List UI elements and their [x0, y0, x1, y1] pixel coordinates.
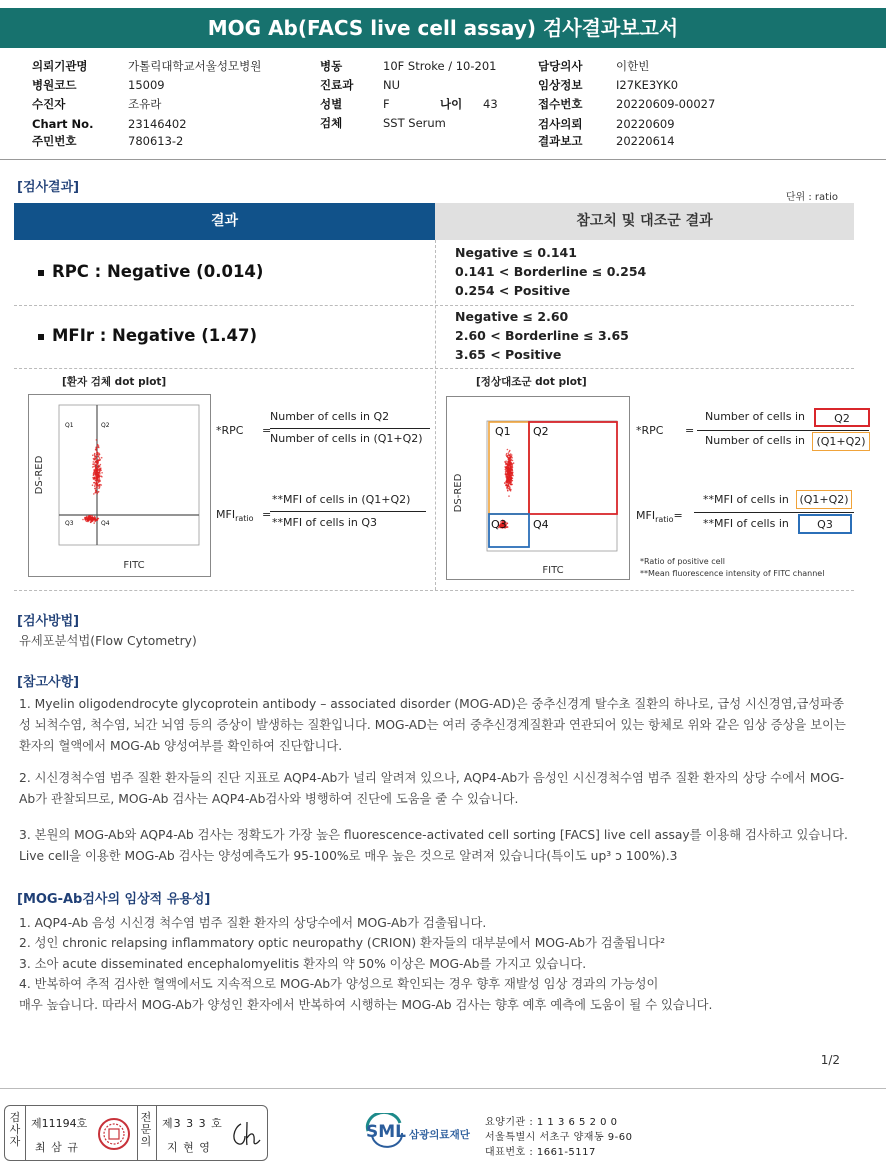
patient-dot — [96, 454, 98, 456]
patient-dot — [97, 479, 99, 481]
patient-dot-plot — [29, 395, 210, 576]
ref-rpc-line: 0.141 < Borderline ≤ 0.254 — [455, 264, 647, 279]
patient-dot — [92, 455, 94, 457]
control-dot — [507, 464, 509, 466]
patient-dot — [97, 446, 99, 448]
control-dot — [512, 475, 514, 477]
control-dot — [507, 466, 509, 468]
ref-mfir — [455, 307, 629, 364]
control-dot — [511, 466, 513, 468]
unit-label: 단위 : ratio — [785, 192, 838, 203]
vchar: 전 — [140, 1111, 152, 1124]
patient-dot — [93, 493, 95, 495]
control-dot — [506, 453, 508, 455]
patient-dot — [96, 484, 98, 486]
vchar: 검 — [9, 1111, 21, 1124]
control-dot — [506, 487, 508, 489]
patient-dot — [92, 477, 94, 479]
patient-mfi-label — [216, 508, 254, 523]
signature-box — [4, 1105, 268, 1161]
control-dot — [509, 459, 511, 461]
method-section-title: [검사방법] — [17, 614, 80, 629]
patient-plot-label: [환자 검체 dot plot] — [62, 376, 167, 388]
control-dot — [507, 472, 509, 474]
patient-dot — [96, 439, 98, 441]
patient-dot — [96, 483, 98, 485]
control-q2-box: Q2 — [814, 408, 870, 427]
patient-dot — [87, 520, 89, 522]
row-divider — [14, 305, 854, 306]
label-department: 진료과 — [320, 78, 354, 92]
control-dot — [506, 481, 508, 483]
control-dot — [505, 464, 507, 466]
label-requesting-org: 의뢰기관명 — [32, 59, 88, 73]
footer-divider — [0, 1088, 886, 1089]
control-dot — [505, 485, 507, 487]
value-resident-no: 780613-2 — [128, 134, 184, 148]
patient-dot — [94, 457, 96, 459]
patient-dot — [95, 465, 97, 467]
patient-dot — [99, 457, 101, 459]
value-receipt-no: 20220609-00027 — [616, 97, 716, 111]
control-dot — [505, 474, 507, 476]
fraction-line — [694, 512, 854, 513]
value-report-date: 20220614 — [616, 134, 675, 148]
patient-dot — [94, 484, 96, 486]
control-dot — [504, 482, 506, 484]
control-dot — [507, 478, 509, 480]
patient-dot — [95, 489, 97, 491]
bullet-icon — [38, 334, 44, 340]
patient-dot — [85, 517, 87, 519]
value-doctor: 이한빈 — [616, 59, 650, 73]
footnote-ratio: *Ratio of positive cell — [640, 557, 726, 566]
cell-line — [156, 1106, 157, 1160]
control-mfi-numerator: **MFI of cells in — [703, 493, 789, 506]
value-chart-no: 23146402 — [128, 117, 187, 131]
patient-dot — [95, 473, 97, 475]
label-age: 나이 — [440, 97, 463, 111]
sml-logo-text: SML — [366, 1122, 406, 1142]
patient-dot — [88, 516, 90, 518]
control-dot — [507, 474, 509, 476]
control-dot — [509, 479, 511, 481]
reference-paragraph-3: 3. 본원의 MOG-Ab와 AQP4-Ab 검사는 정확도가 가장 높은 fluorescence-activated cell sorting [FACS] live cell assay를 이용해 검사하고 있습니다. Live cell을 이용한 MOG-Ab 검사는 양성예측도가 95-100%로 매우 높은 것으로 알려져 있습니다(특이도 up³ ɔ 100%).3 — [19, 828, 848, 863]
patient-dot — [99, 470, 101, 472]
utility-item-1: 1. AQP4-Ab 음성 시신경 척수염 범주 질환 환자의 상당수에서 MOG-Ab가 검출됩니다. — [19, 916, 487, 930]
control-dot — [513, 462, 515, 464]
org-info-code: 요양기관 : 1 1 3 6 5 2 0 0 — [485, 1117, 618, 1128]
control-dot — [508, 452, 510, 454]
control-dot — [507, 484, 509, 486]
utility-item-2: 2. 성인 chronic relapsing inflammatory optic neuropathy (CRION) 환자들의 대부분에서 MOG-Ab가 검출됩니다² — [19, 936, 666, 950]
patient-dot — [92, 464, 94, 466]
equals-sign: = — [262, 424, 272, 437]
utility-item-4: 4. 반복하여 추적 검사한 혈액에서도 지속적으로 MOG-Ab가 양성으로 확인되는 경우 향후 재발성 임상 경과의 가능성이 — [19, 977, 659, 991]
examiner-license: 제11194호 — [31, 1117, 88, 1130]
patient-dot — [92, 484, 94, 486]
examiner-name: 최 삼 규 — [35, 1141, 79, 1154]
control-q1-label: Q1 — [495, 425, 511, 438]
utility-section-title: [MOG-Ab검사의 임상적 유용성] — [17, 892, 211, 907]
column-divider — [435, 240, 436, 590]
patient-dot — [101, 472, 103, 474]
control-dot — [511, 454, 513, 456]
vchar: 의 — [140, 1135, 152, 1148]
label-patient: 수진자 — [32, 97, 66, 111]
patient-dot — [96, 477, 98, 479]
results-section-title: [검사결과] — [17, 180, 80, 195]
patient-dot — [94, 482, 96, 484]
control-dot — [507, 526, 509, 528]
results-header-right: 참고치 및 대조군 결과 — [435, 203, 854, 240]
patient-mfi-numerator: **MFI of cells in (Q1+Q2) — [272, 493, 411, 506]
patient-dot — [87, 518, 89, 520]
patient-x-axis-label: FITC — [123, 560, 145, 571]
patient-dot — [98, 480, 100, 482]
control-dot — [508, 454, 510, 456]
control-dot — [507, 489, 509, 491]
patient-mfi-sub: ratio — [235, 514, 254, 524]
control-dot — [509, 450, 511, 452]
control-dot — [505, 460, 507, 462]
label-sex: 성별 — [320, 97, 343, 111]
result-mfir-text: MFIr : Negative (1.47) — [52, 326, 258, 345]
patient-dot — [95, 472, 97, 474]
patient-dot — [94, 454, 96, 456]
value-age: 43 — [483, 97, 498, 111]
patient-dot — [93, 522, 95, 524]
equals-sign: = — [262, 508, 272, 521]
control-dot — [507, 449, 509, 451]
control-dot — [508, 495, 510, 497]
control-rpc-label: *RPC — [636, 424, 664, 437]
patient-dot — [98, 481, 100, 483]
label-chart-no: Chart No. — [32, 117, 94, 131]
patient-q1-label: Q1 — [65, 422, 74, 429]
control-mfi-q3-box: Q3 — [798, 514, 852, 534]
signature-icon — [227, 1118, 263, 1150]
control-dot — [510, 484, 512, 486]
control-dot — [510, 474, 512, 476]
plot-divider — [14, 590, 854, 591]
results-header-left: 결과 — [14, 203, 435, 240]
fraction-line — [270, 511, 426, 512]
reviewer-license: 제3 3 3 호 — [162, 1117, 223, 1130]
result-mfir — [38, 326, 257, 345]
value-department: NU — [383, 78, 401, 92]
row-divider — [14, 368, 854, 369]
label-doctor: 담당의사 — [538, 59, 583, 73]
patient-plot-frame — [28, 394, 211, 577]
patient-dot — [96, 460, 98, 462]
patient-dot — [97, 519, 99, 521]
sml-logo — [364, 1113, 484, 1149]
value-sex: F — [383, 97, 390, 111]
utility-item-3: 3. 소아 acute disseminated encephalomyelitis 환자의 약 50% 이상은 MOG-Ab를 가지고 있습니다. — [19, 957, 587, 971]
patient-dot — [95, 448, 97, 450]
patient-q4-label: Q4 — [101, 520, 110, 527]
control-plot-frame — [446, 396, 630, 580]
control-mfi-denominator: **MFI of cells in — [703, 517, 789, 530]
control-mfi-q1q2-box: (Q1+Q2) — [796, 490, 852, 509]
reference-paragraph-1: 1. Myelin oligodendrocyte glycoprotein antibody – associated disorder (MOG-AD)은 중추신경계 탈수초 질환의 하나로, 급성 시신경염,급성파종성 뇌척수염, 척수염, 뇌간 뇌염 등의 증상이 발생하는 질환입니다. MOG-AD는 여러 중추신경계질환과 연관되어 있는 항체로 위와 같은 임상 증상을 보이는 환자의 혈액에서 MOG-Ab 양성여부를 확인하여 진단합니다. — [19, 697, 846, 753]
patient-dot — [97, 472, 99, 474]
control-dot — [508, 461, 510, 463]
patient-dot — [96, 447, 98, 449]
patient-dot — [94, 488, 96, 490]
control-q4-label: Q4 — [533, 518, 549, 531]
patient-mfi-denominator: **MFI of cells in Q3 — [272, 516, 377, 529]
bullet-icon — [38, 270, 44, 276]
control-dot — [509, 476, 511, 478]
patient-dot — [82, 519, 84, 521]
vchar: 문 — [140, 1123, 152, 1136]
patient-dot — [95, 466, 97, 468]
patient-dot — [98, 465, 100, 467]
patient-dot — [101, 457, 103, 459]
patient-rpc-numerator: Number of cells in Q2 — [270, 410, 390, 423]
patient-dot — [93, 461, 95, 463]
result-rpc-text: RPC : Negative (0.014) — [52, 262, 264, 281]
control-dot-plot — [447, 397, 629, 579]
label-clinical-info: 임상정보 — [538, 78, 583, 92]
header-divider — [0, 159, 886, 160]
patient-dot — [93, 466, 95, 468]
patient-dot — [97, 491, 99, 493]
label-hospital-code: 병원코드 — [32, 78, 77, 92]
label-receipt-no: 접수번호 — [538, 97, 583, 111]
value-request-date: 20220609 — [616, 117, 675, 131]
patient-dot — [100, 464, 102, 466]
control-q2-label: Q2 — [533, 425, 549, 438]
control-rpc-denominator: Number of cells in — [705, 434, 805, 447]
label-specimen: 검체 — [320, 116, 343, 130]
value-patient: 조유라 — [128, 97, 162, 111]
control-dot — [508, 482, 510, 484]
patient-dot — [101, 476, 103, 478]
equals-sign: = — [685, 424, 695, 437]
patient-mfi-text: MFI — [216, 508, 236, 521]
control-x-axis-label: FITC — [542, 565, 564, 576]
footnote-mfi: **Mean fluorescence intensity of FITC channel — [640, 569, 825, 578]
ref-rpc — [455, 243, 646, 300]
control-dot — [511, 469, 513, 471]
patient-dot — [91, 515, 93, 517]
ref-mfir-line: 2.60 < Borderline ≤ 3.65 — [455, 328, 629, 343]
patient-dot — [98, 477, 100, 479]
patient-y-axis-label: DS-RED — [34, 455, 45, 495]
control-mfi-text: MFI — [636, 509, 656, 522]
label-ward: 병동 — [320, 59, 343, 73]
result-rpc — [38, 262, 263, 281]
patient-dot — [94, 455, 96, 457]
patient-q3-label: Q3 — [65, 520, 74, 527]
utility-item-4-cont: 매우 높습니다. 따라서 MOG-Ab가 양성인 환자에서 반복하여 시행하는 MOG-Ab 검사는 향후 예후 예측에 도움이 될 수 있습니다. — [19, 998, 713, 1012]
patient-dot — [96, 487, 98, 489]
value-requesting-org: 가톨릭대학교서울성모병원 — [128, 59, 262, 73]
ref-rpc-line: Negative ≤ 0.141 — [455, 245, 577, 260]
patient-dot — [94, 470, 96, 472]
cell-line — [25, 1106, 26, 1160]
control-mfi-label: $MFI_{ratio}=$ — [636, 509, 683, 525]
value-specimen: SST Serum — [383, 116, 446, 130]
value-hospital-code: 15009 — [128, 78, 165, 92]
org-name: 삼광의료재단 — [409, 1129, 470, 1141]
fraction-line — [697, 430, 869, 431]
patient-dot — [95, 491, 97, 493]
patient-dot — [97, 475, 99, 477]
patient-dot — [96, 469, 98, 471]
control-plot-label: [정상대조군 dot plot] — [476, 376, 587, 388]
reference-paragraph-2: 2. 시신경척수염 범주 질환 환자들의 진단 지표로 AQP4-Ab가 널리 알려져 있으나, AQP4-Ab가 음성인 시신경척수염 범주 질환 환자의 상당 수에서 MOG-Ab가 관찰되므로, MOG-Ab 검사는 AQP4-Ab검사와 병행하여 진단에 도움을 줄 수 있습니다. — [19, 771, 845, 806]
method-text: 유세포분석법(Flow Cytometry) — [19, 634, 197, 648]
label-resident-no: 주민번호 — [32, 134, 77, 148]
control-dot — [505, 469, 507, 471]
reviewer-name: 지 현 영 — [167, 1141, 211, 1154]
label-report-date: 결과보고 — [538, 134, 583, 148]
reviewer-vertical-label — [139, 1112, 153, 1148]
patient-dot — [93, 518, 95, 520]
page-number: 1/2 — [820, 1053, 840, 1067]
seal-icon — [97, 1117, 131, 1151]
examiner-vertical-label — [8, 1112, 22, 1148]
patient-dot — [96, 493, 98, 495]
control-dot — [509, 458, 511, 460]
control-dot — [509, 488, 511, 490]
control-dot — [511, 464, 513, 466]
patient-dot — [93, 473, 95, 475]
control-dot — [508, 460, 510, 462]
patient-dot — [98, 488, 100, 490]
patient-dot — [96, 452, 98, 454]
control-y-axis-label: DS-RED — [453, 473, 464, 513]
patient-dot — [94, 479, 96, 481]
report-title: MOG Ab(FACS live cell assay) 검사결과보고서 — [0, 8, 886, 48]
vchar: 자 — [9, 1135, 21, 1148]
patient-dot — [93, 475, 95, 477]
label-request-date: 검사의뢰 — [538, 117, 583, 131]
control-q1q2-box: (Q1+Q2) — [812, 432, 870, 451]
vchar: 사 — [9, 1123, 21, 1136]
patient-dot — [98, 459, 100, 461]
org-info-phone: 대표번호 : 1661-5117 — [485, 1147, 596, 1158]
value-ward: 10F Stroke / 10-201 — [383, 59, 497, 73]
patient-dot — [94, 516, 96, 518]
patient-dot — [99, 468, 101, 470]
ref-mfir-line: 3.65 < Positive — [455, 347, 562, 362]
patient-rpc-denominator: Number of cells in (Q1+Q2) — [270, 432, 423, 445]
control-dot — [506, 480, 508, 482]
patient-dot — [89, 515, 91, 517]
fraction-line — [270, 428, 430, 429]
ref-mfir-line: Negative ≤ 2.60 — [455, 309, 569, 324]
patient-dot — [96, 457, 98, 459]
patient-q2-label: Q2 — [101, 422, 110, 429]
patient-rpc-label: *RPC — [216, 424, 244, 437]
control-dot — [509, 486, 511, 488]
value-clinical-info: I27KE3YK0 — [616, 78, 679, 92]
patient-plot-area — [59, 405, 199, 545]
control-mfi-sub: ratio — [655, 515, 674, 525]
patient-dot — [97, 462, 99, 464]
patient-dot — [98, 454, 100, 456]
control-dot — [511, 462, 513, 464]
ref-rpc-line: 0.254 < Positive — [455, 283, 571, 298]
patient-dot — [94, 459, 96, 461]
patient-dot — [94, 521, 96, 523]
control-rpc-numerator: Number of cells in — [705, 410, 805, 423]
reference-section-title: [참고사항] — [17, 675, 80, 690]
patient-dot — [99, 484, 101, 486]
patient-dot — [91, 520, 93, 522]
patient-dot — [88, 518, 90, 520]
org-info-address: 서울특별시 서초구 양재동 9-60 — [485, 1132, 633, 1143]
control-q3-label: Q3 — [491, 518, 507, 531]
cell-line — [137, 1106, 138, 1160]
